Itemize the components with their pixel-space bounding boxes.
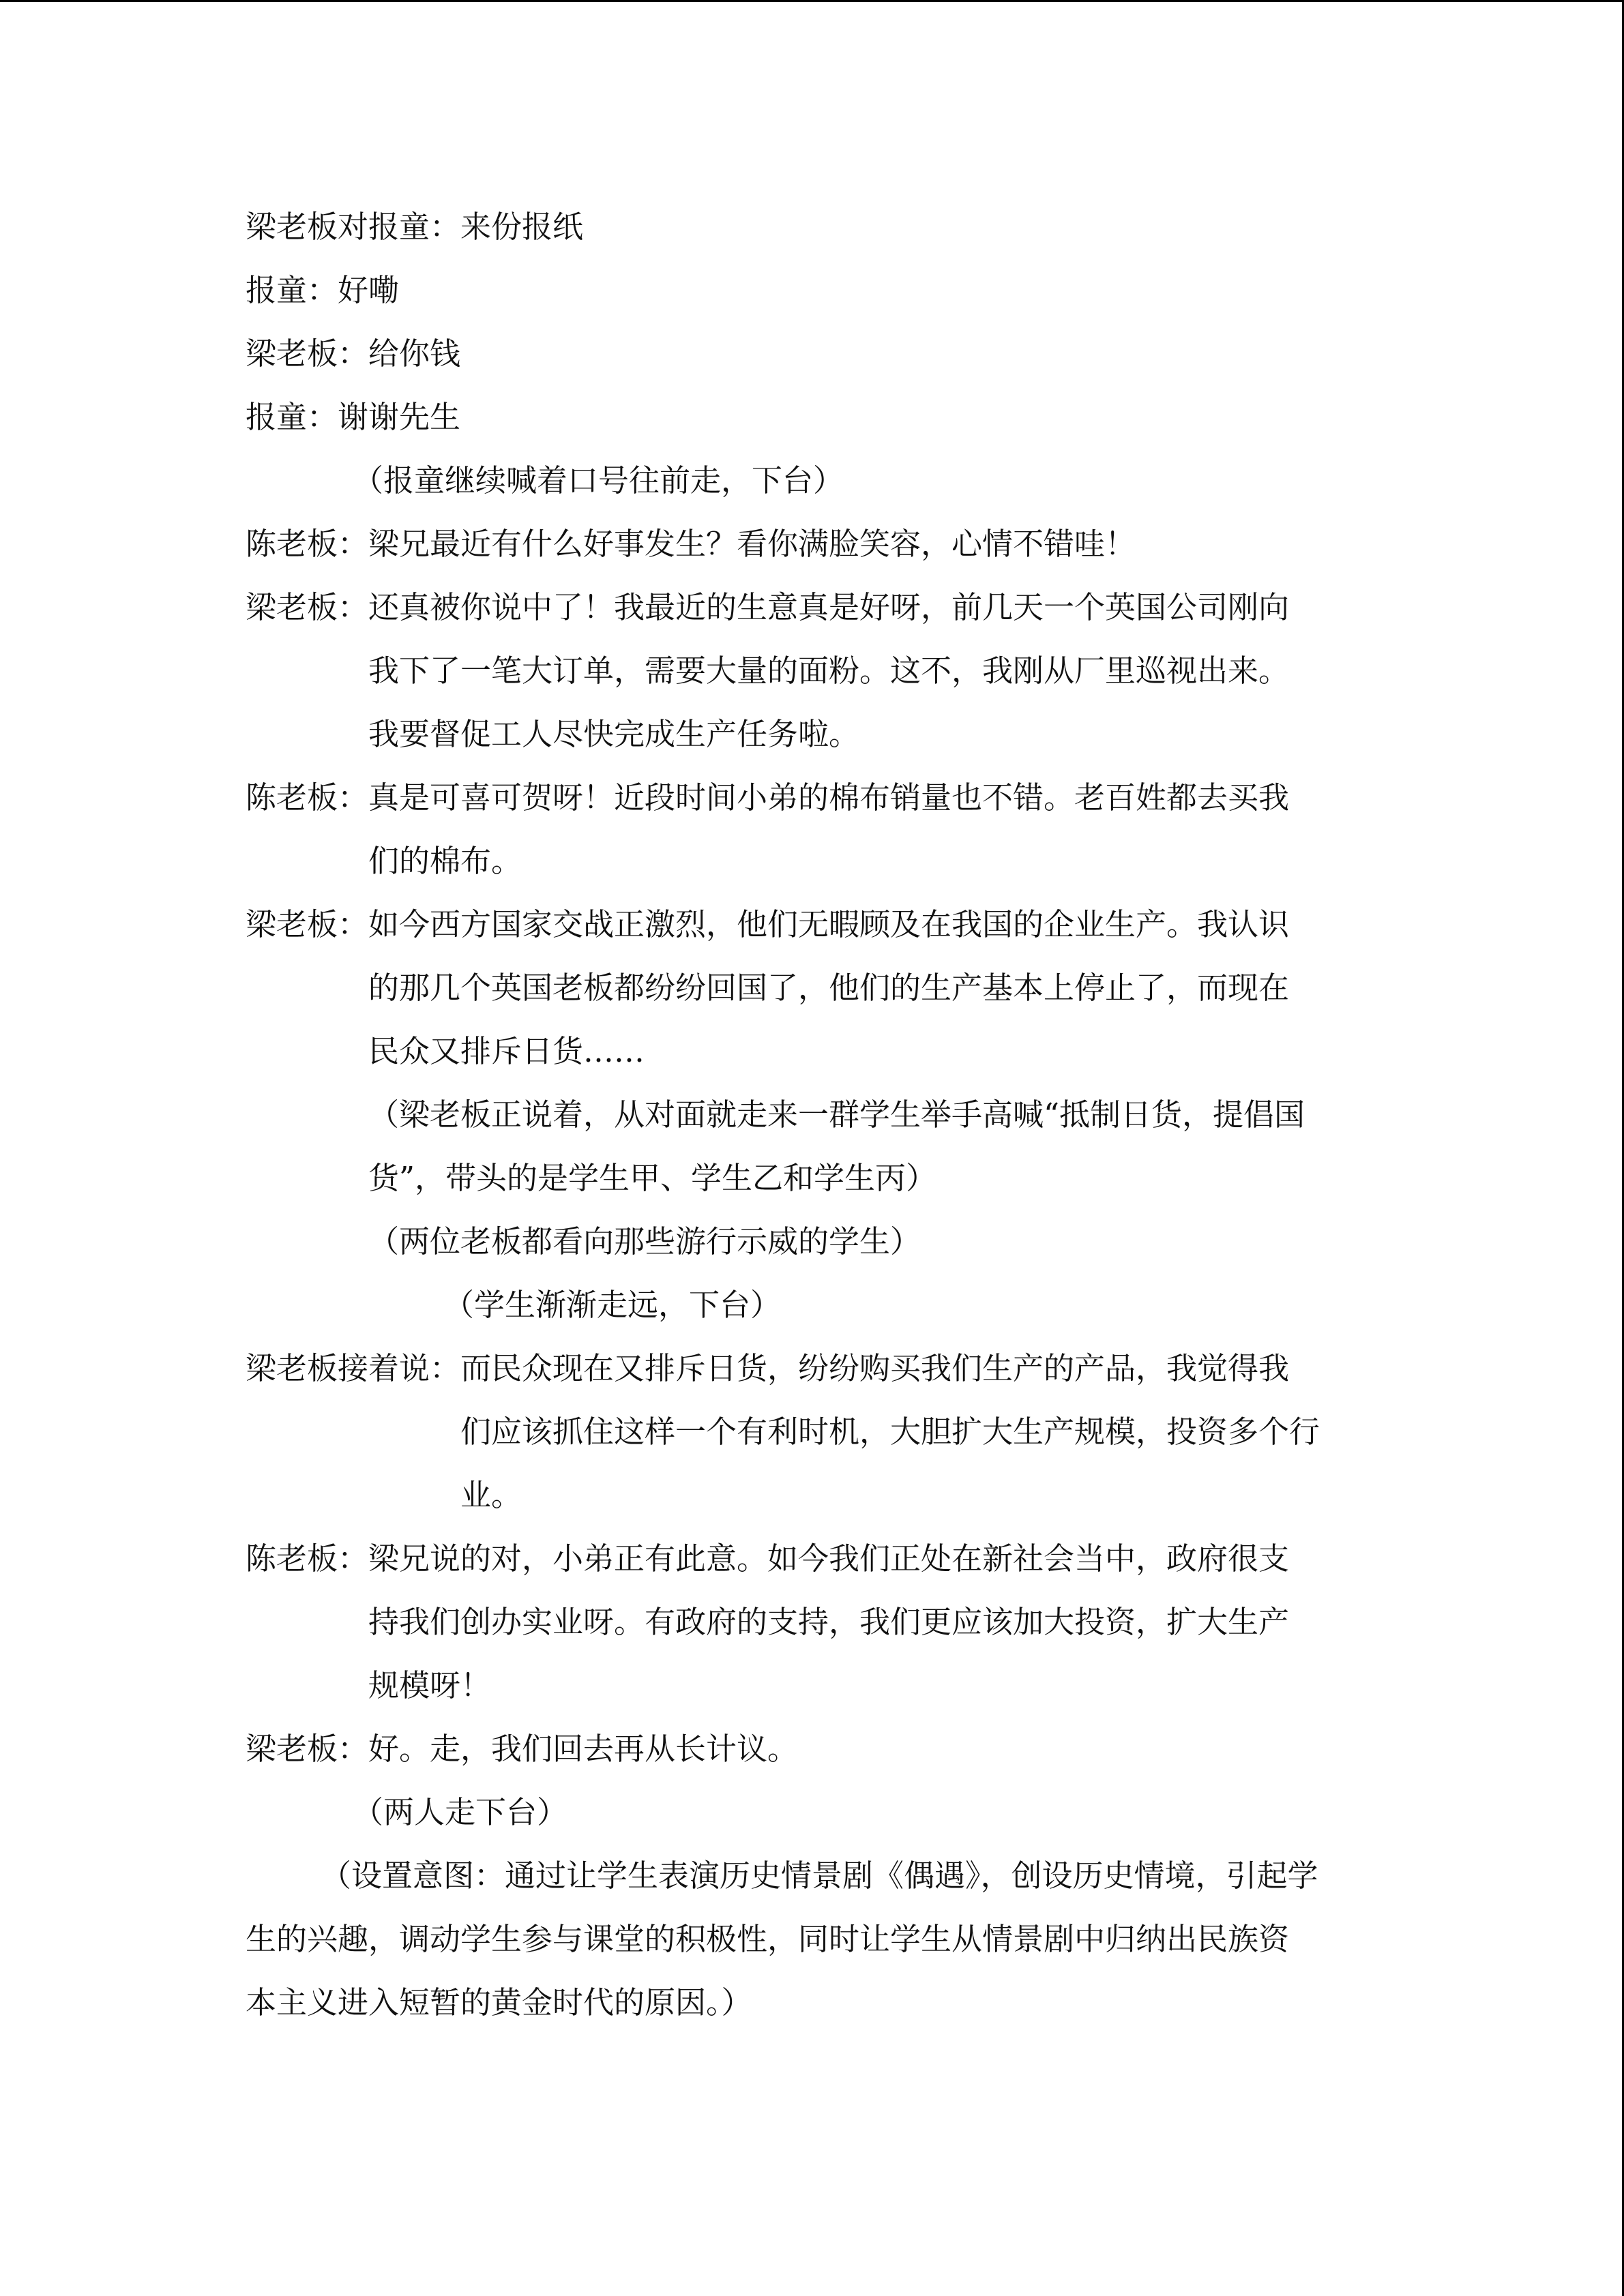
dialogue-line [246, 766, 1378, 893]
speaker-label: 梁老板： [246, 906, 369, 942]
speech-line: 而民众现在又排斥日货，纷纷购买我们生产的产品，我觉得我 [460, 1350, 1290, 1386]
stage-direction: （报童继续喊着口号往前走，下台） [353, 462, 844, 498]
dialogue-line [246, 1717, 1378, 1780]
speech-line: 们应该抓住这样一个有利时机，大胆扩大生产规模，投资多个行 [460, 1414, 1320, 1450]
dialogue-line [246, 1527, 1378, 1717]
dialogue-line [246, 512, 1378, 576]
speech-line: 业。 [460, 1477, 522, 1513]
speech-text [460, 195, 1378, 258]
speech-line: 如今西方国家交战正激烈，他们无暇顾及在我国的企业生产。我认识 [368, 906, 1290, 942]
intent-line: （设置意图：通过让学生表演历史情景剧《偶遇》，创设历史情境，引起学 [321, 1858, 1318, 1894]
speech-text [338, 258, 1378, 322]
speech-line: 还真被你说中了！我最近的生意真是好呀，前几天一个英国公司刚向 [368, 589, 1290, 625]
dialogue-line [246, 1337, 1378, 1527]
speech-text [368, 1527, 1378, 1717]
speech-line: 谢谢先生 [338, 399, 461, 435]
speaker-label: 陈老板： [246, 526, 369, 562]
dialogue-line [246, 576, 1378, 766]
speech-line: 梁兄最近有什么好事发生？看你满脸笑容，心情不错哇！ [368, 526, 1136, 562]
dialogue-line [246, 258, 1378, 322]
dialogue-line [246, 893, 1378, 1273]
script-document [246, 195, 1378, 2034]
speech-text [368, 893, 1378, 1273]
speech-line: 好。走，我们回去再从长计议。 [368, 1731, 799, 1767]
speaker-label: 陈老板： [246, 779, 369, 816]
design-intent-paragraph [246, 1844, 1378, 2034]
speech-text [338, 385, 1378, 449]
speech-line: 们的棉布。 [368, 843, 522, 879]
speaker-label: 报童： [246, 399, 338, 435]
speech-line: 来份报纸 [460, 209, 584, 245]
intent-line: 本主义进入短暂的黄金时代的原因。） [246, 1984, 752, 2021]
speech-line: 的那几个英国老板都纷纷回国了，他们的生产基本上停止了，而现在 [368, 970, 1290, 1006]
speaker-label: 梁老板对报童： [246, 209, 461, 245]
intent-line: 生的兴趣，调动学生参与课堂的积极性，同时让学生从情景剧中归纳出民族资 [246, 1921, 1290, 1957]
speech-text [368, 576, 1378, 766]
speech-line: 我下了一笔大订单，需要大量的面粉。这不，我刚从厂里巡视出来。 [368, 653, 1290, 689]
speaker-label: 梁老板： [246, 589, 369, 625]
speech-text [368, 512, 1378, 576]
speech-line: 民众又排斥日货…… [368, 1033, 645, 1069]
speech-line: 好嘞 [338, 272, 400, 308]
stage-direction-inline: （两位老板都看向那些游行示威的学生） [368, 1223, 921, 1259]
speaker-label: 梁老板接着说： [246, 1350, 461, 1386]
speech-text [368, 1717, 1378, 1780]
page-border-top [0, 0, 1624, 2]
stage-direction: （两人走下台） [353, 1794, 568, 1830]
speaker-label: 梁老板： [246, 336, 369, 372]
stage-direction-inline: 货”，带头的是学生甲、学生乙和学生丙） [368, 1160, 937, 1196]
speech-line: 给你钱 [368, 336, 461, 372]
speaker-label: 报童： [246, 272, 338, 308]
dialogue-line [246, 385, 1378, 449]
speech-line: 持我们创办实业呀。有政府的支持，我们更应该加大投资，扩大生产 [368, 1604, 1290, 1640]
speech-line: 真是可喜可贺呀！近段时间小弟的棉布销量也不错。老百姓都去买我 [368, 779, 1290, 816]
speech-line: 规模呀！ [368, 1667, 492, 1703]
speaker-label: 陈老板： [246, 1540, 369, 1577]
speech-line: 我要督促工人尽快完成生产任务啦。 [368, 716, 860, 752]
speech-text [368, 766, 1378, 893]
speaker-label: 梁老板： [246, 1731, 369, 1767]
dialogue-line [246, 195, 1378, 258]
speech-line: 梁兄说的对，小弟正有此意。如今我们正处在新社会当中，政府很支 [368, 1540, 1290, 1577]
speech-text [460, 1337, 1378, 1527]
dialogue-line [246, 322, 1378, 385]
stage-direction: （学生渐渐走远，下台） [443, 1287, 782, 1323]
stage-direction-inline: （梁老板正说着，从对面就走来一群学生举手高喊“抵制日货，提倡国 [368, 1097, 1305, 1133]
speech-text [368, 322, 1378, 385]
